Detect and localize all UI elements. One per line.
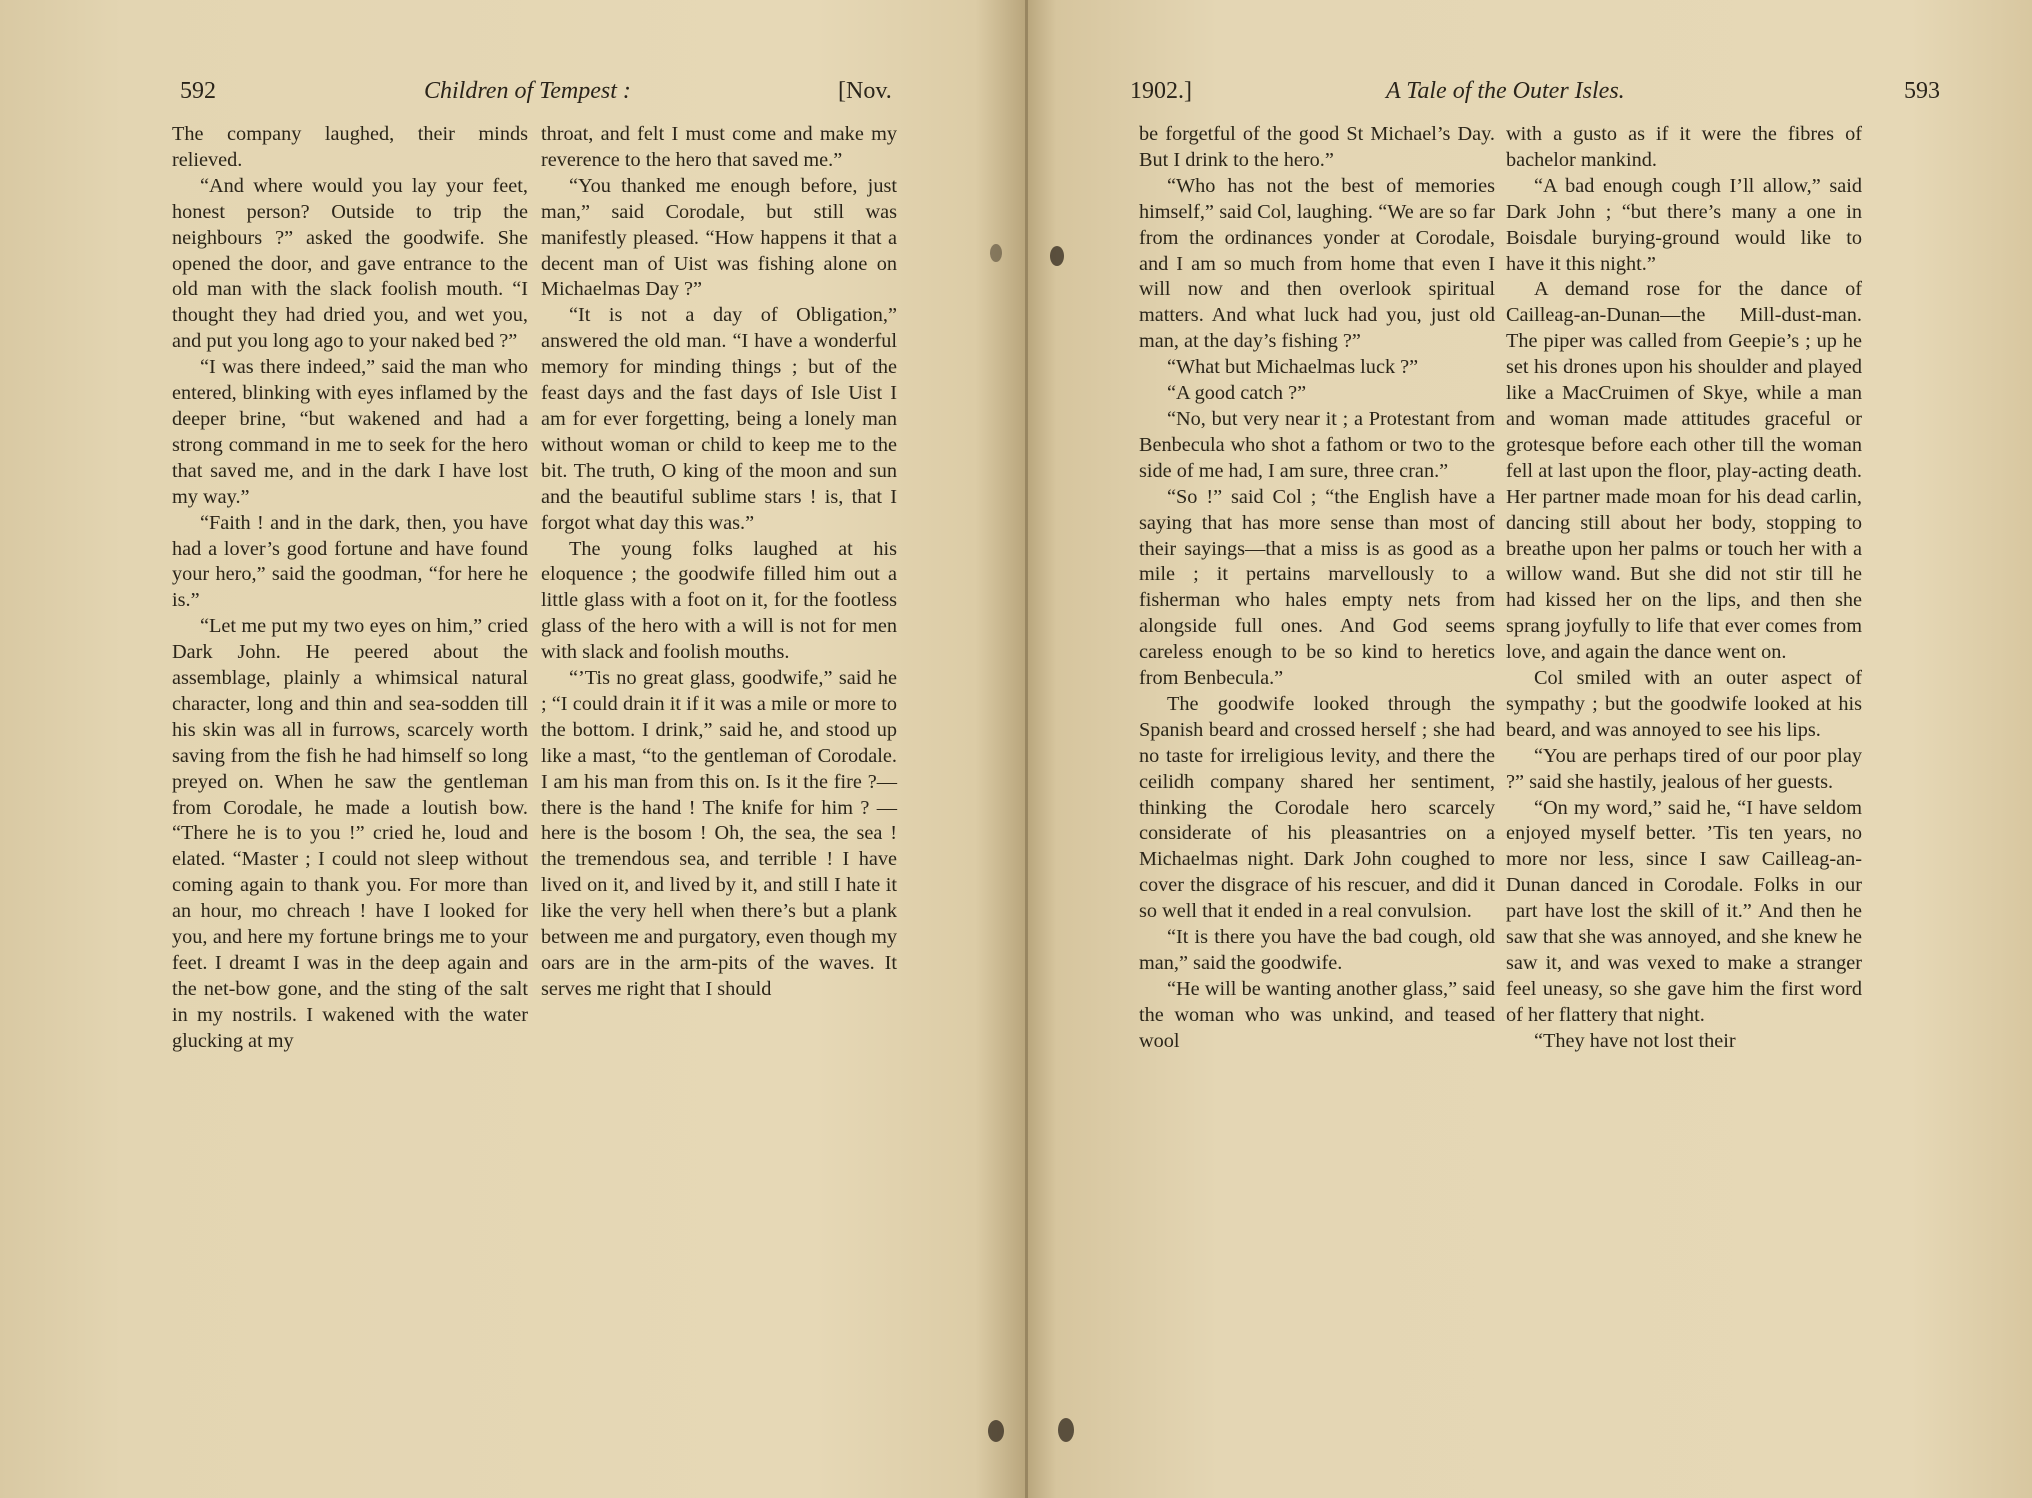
paragraph: “A good catch ?”	[1167, 382, 1307, 405]
paragraph: The company laughed, their minds relieved.	[172, 123, 528, 171]
paragraph: “I was there indeed,” said the man who entered, blinking with eyes inflamed by the deeper brine, “but wakened and had a strong command in me to seek for the hero that saved me, and in the dark I have lost my way.”	[172, 356, 528, 508]
text-column	[1506, 122, 1862, 1055]
paragraph: “They have not lost their	[1534, 1029, 1736, 1052]
running-title: Children of Tempest :	[424, 78, 631, 104]
book-gutter	[1025, 0, 1028, 1498]
right-page	[1040, 0, 2032, 1498]
left-page-header	[180, 78, 900, 114]
paragraph: “What but Michaelmas luck ?”	[1167, 356, 1419, 379]
paragraph: “On my word,” said he, “I have seldom enjoyed myself better. ’Tis ten years, no more nor less, since I saw Cailleag-an-Dunan danced in Corodale. Folks in our part have lost the skill of it.” And then he saw that she was annoyed, and she knew he saw it, and was vexed to make a stranger feel uneasy, so she gave him the first word of her flattery that night.	[1506, 796, 1862, 1026]
paragraph: “So !” said Col ; “the English have a saying that has more sense than most of their sayings—that a miss is as good as a mile ; it pertains marvellously to a fisherman who hales empty nets from alongside full ones. And God seems careless enough to be so kind to heretics from Benbecula.”	[1139, 485, 1495, 690]
page-number: 593	[1904, 78, 1940, 104]
paragraph: A demand rose for the dance of Cailleag-an-Dunan—the Mill-dust-man. The piper was called from Geepie’s ; up he set his drones upon his shoulder and played like a MacCruimen of Skye, while a man and woman made attitudes graceful or grotesque before each other till the woman fell at last upon the floor, play-acting death. Her partner made moan for his dead carlin, dancing still about her body, stopping to breathe upon her palms or touch her with a willow wand. But she did not stir till he had kissed her on the lips, and then she sprang joyfully to life that ever comes from love, and again the dance went on.	[1506, 278, 1862, 664]
text-column	[1139, 122, 1495, 1055]
paragraph: “’Tis no great glass, goodwife,” said he ; “I could drain it if it was a mile or more to the bottom. I drink,” said he, and stood up like a mast, “to the gentleman of Corodale. I am his man from this on. Is it the fire ?—there is the hand ! The knife for him ? —here is the bosom ! Oh, the sea, the sea ! the tremendous sea, and terrible ! I have lived on it, and lived by it, and still I hate it like the very hell when there’s but a plank between me and purgatory, even though my oars are in the arm-pits of the waves. It serves me right that I should	[541, 667, 897, 1000]
running-title: A Tale of the Outer Isles.	[1386, 78, 1625, 104]
paragraph: “A bad enough cough I’ll allow,” said Dark John ; “but there’s many a one in Boisdale burying-ground would like to have it this night.”	[1506, 174, 1862, 275]
paragraph: “You are perhaps tired of our poor play ?” said she hastily, jealous of her guests.	[1506, 744, 1862, 793]
paragraph: “It is there you have the bad cough, old man,” said the goodwife.	[1139, 926, 1495, 974]
paragraph: “He will be wanting another glass,” said the woman who was unkind, and teased wool	[1139, 977, 1495, 1052]
paragraph: with a gusto as if it were the fibres of bachelor mankind.	[1506, 123, 1862, 171]
paragraph: throat, and felt I must come and make my reverence to the hero that saved me.”	[541, 123, 897, 171]
paragraph: “You thanked me enough before, just man,” said Corodale, but still was manifestly pleased. “How happens it that a decent man of Uist was fishing alone on Michaelmas Day ?”	[541, 174, 897, 301]
paragraph: Col smiled with an outer aspect of sympathy ; but the goodwife looked at his beard, and was annoyed to see his lips.	[1506, 667, 1862, 741]
text-column	[541, 122, 897, 1003]
paragraph: “Who has not the best of memories himself,” said Col, laughing. “We are so far from the ordinances yonder at Corodale, and I am so much from home that even I will now and then overlook spiritual matters. And what luck had you, just old man, at the day’s fishing ?”	[1139, 174, 1495, 353]
paragraph: “No, but very near it ; a Protestant from Benbecula who shot a fathom or two to the side of me had, I am sure, three cran.”	[1139, 407, 1495, 482]
text-column	[172, 122, 528, 1055]
paragraph: “It is not a day of Obligation,” answered the old man. “I have a wonderful memory for minding things ; but of the feast days and the fast days of Isle Uist I am for ever forgetting, being a lonely man without woman or child to keep me to the bit. The truth, O king of the moon and sun and the beautiful sublime stars ! is, that I forgot what day this was.”	[541, 304, 897, 534]
paragraph: “And where would you lay your feet, honest person? Outside to trip the neighbours ?” asked the goodwife. She opened the door, and gave entrance to the old man with the slack foolish mouth. “I thought they had dried you, and wet you, and put you long ago to your naked bed ?”	[172, 174, 528, 353]
paragraph: The goodwife looked through the Spanish beard and crossed herself ; she had no taste for irreligious levity, and there the ceilidh company shared her sentiment, thinking the Corodale hero scarcely considerate of his pleasantries on a Michaelmas night. Dark John coughed to cover the disgrace of his rescuer, and did it so well that it ended in a real convulsion.	[1139, 692, 1495, 923]
right-page-header	[1130, 78, 1942, 114]
paragraph: be forgetful of the good St Michael’s Day. But I drink to the hero.”	[1139, 123, 1495, 171]
running-date: [Nov.	[838, 78, 892, 104]
paragraph: The young folks laughed at his eloquence ; the goodwife filled him out a little glass with a foot on it, for the footless glass of the hero with a will is not for men with slack and foolish mouths.	[541, 537, 897, 664]
paragraph: “Let me put my two eyes on him,” cried Dark John. He peered about the assemblage, plainly a whimsical natural character, long and thin and sea-sodden till his skin was all in furrows, scarcely worth saving from the fish he had himself so long preyed on. When he saw the gentleman from Corodale, he made a loutish bow. “There he is to you !” cried he, loud and elated. “Master ; I could not sleep without coming again to thank you. For more than an hour, mo chreach ! have I looked for you, and here my fortune brings me to your feet. I dreamt I was in the deep again and the net-bow gone, and the sting of the salt in my nostrils. I wakened with the water glucking at my	[172, 615, 528, 1052]
page-number: 592	[180, 78, 216, 104]
paragraph: “Faith ! and in the dark, then, you have had a lover’s good fortune and have found your hero,” said the goodman, “for here he is.”	[172, 511, 528, 612]
left-page	[0, 0, 1015, 1498]
running-date: 1902.]	[1130, 78, 1192, 104]
